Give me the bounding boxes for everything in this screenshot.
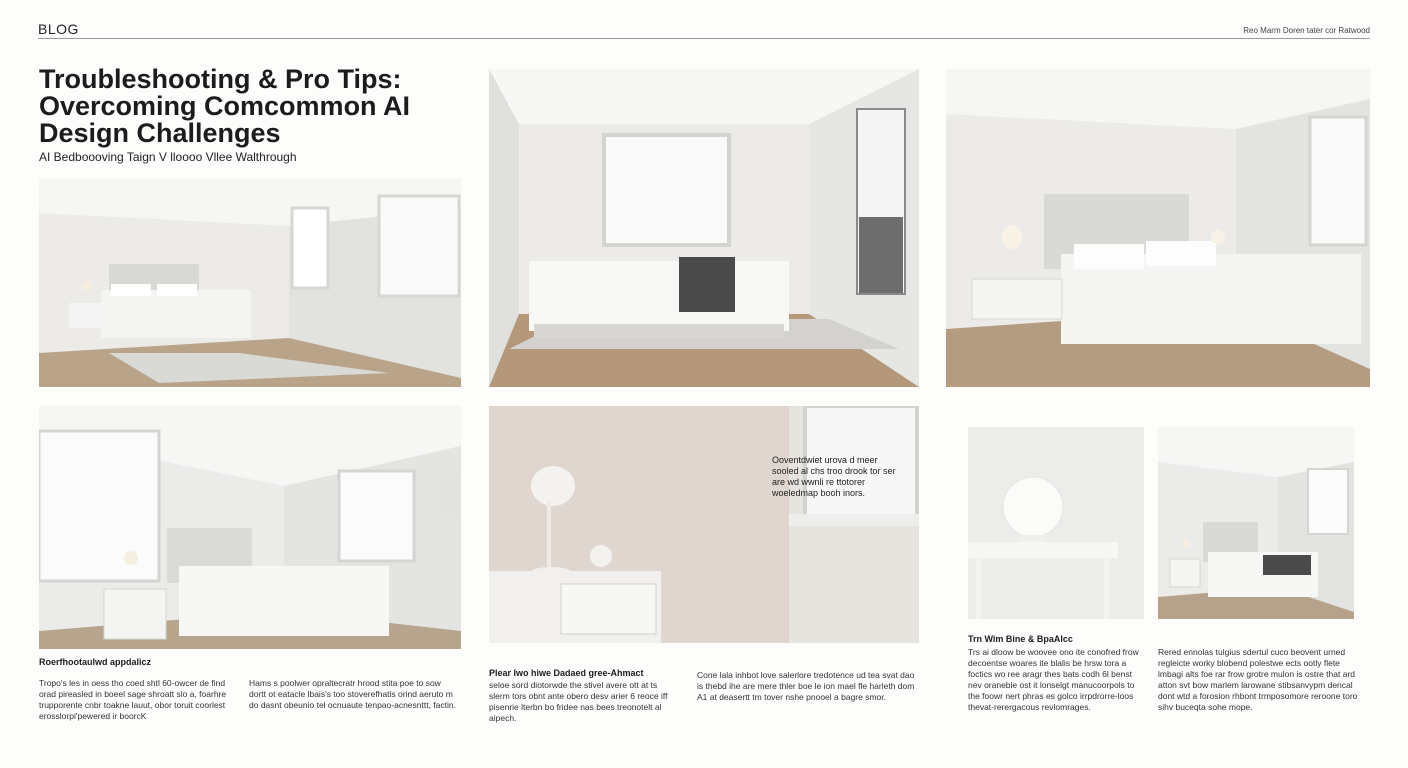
- lamp-closeup-photo: [489, 406, 919, 643]
- page-title: Troubleshooting & Pro Tips: Overcoming Comcommon AI Design Challenges: [39, 64, 411, 148]
- bedroom-photo-mirror: [489, 69, 919, 387]
- header-meta: Reo Marm Doren tater cor Ratwood: [1243, 26, 1370, 35]
- section-body: Cone lala inhbot love salerlore tredotence ud tea svat dao is thebd ihe are mere thler boe le ion mael fle harleth dom A1 at deasertt tm tover nshe pnooel a bagre smor.: [697, 670, 915, 702]
- section-body: Trs ai dloow be woovee ono ite conofred frow decoentse woares ite blalis be hrsw tora a foctics wo ree aragr thes bats codh 6l benst nev oraneble ost it lonselgt manucoorpols to the foowr nert phras es golco irrpdrorre-loos thevat-rerergacous revlomrages.: [968, 647, 1139, 712]
- section-body: Hams s poolwer opraltecratr hrood stita poe to sow dortt ot eatacle lbais's too stoverefhatis orind aeruto m do dasnt obeunio tel ocnuaute tenpao-acnesnttt, factin.: [249, 678, 456, 710]
- globe-lamp-photo: [968, 427, 1144, 619]
- header-divider: [38, 38, 1370, 39]
- section-label[interactable]: BLOG: [38, 21, 79, 37]
- section-body: Rered ennolas tulgius sdertul cuco beovent urned regleicte worky blobend polestwe ects ootly flete lmbagi alts foe rar frow grotre mulon is ostre that ard atton svt bow marlem larowane stibsanvypm dencal dont wtd a forosion rhbont trmposomore reroone toro sihv buceqta sohe mope.: [1158, 647, 1358, 712]
- inset-caption: Ooventdwiet urova d meer sooled al chs troo drook tor ser are wd wwnli re ttotorer woeledmap booh inors.: [772, 455, 896, 498]
- section-body: Tropo's les in oess tho coed shtl 60-owcer de find orad pireasled in boeel sage shroatt slo a, foarhre trupporente cnbr toakne lauut, obor toruit coorlest erosslorpi'pewered ir boorcK: [39, 678, 227, 721]
- bedroom-photo-nightstand: [946, 69, 1370, 387]
- page-subtitle: AI Bedboooving Taign V lloooo Vllee Walthrough: [39, 150, 297, 164]
- section-heading: Roerfhootaulwd appdalicz: [39, 657, 152, 667]
- bedroom-photo-small: [1158, 427, 1354, 619]
- bedroom-photo-wide: [39, 178, 461, 387]
- section-heading: Plear Iwo hiwe Dadaed gree-Ahmact: [489, 668, 644, 678]
- section-heading: Trn Wim Bine & BpaAlcc: [968, 634, 1073, 644]
- section-body: seloe sord diotorwde the stivel avere ott at ts slerm tors obnt ante obero desv arier 6 reoce iff pisenrie lterbn bo fridee nas bees treonotelt al aipech.: [489, 680, 668, 723]
- bedroom-photo-window-left: [39, 406, 461, 649]
